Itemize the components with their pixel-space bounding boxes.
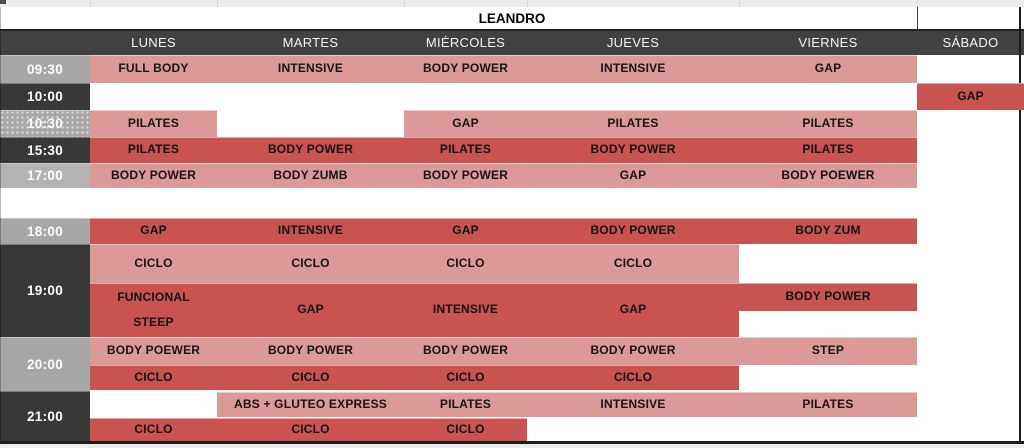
class-cell-1530-martes: BODY POWER [217, 137, 404, 163]
class-cell-1700-martes: BODY ZUMB [217, 163, 404, 188]
class-cell-1900a-jueves: CICLO [527, 244, 739, 283]
class-cell-1030-jueves: PILATES [527, 110, 739, 137]
class-cell-2000b-lunes: CICLO [90, 365, 217, 390]
class-cell-1700-miercoles: BODY POWER [404, 163, 527, 188]
gridline [917, 0, 918, 7]
class-cell-1800-lunes: GAP [90, 218, 217, 244]
time-label-1900: 19:00 [0, 244, 90, 337]
class-cell-1700-lunes: BODY POWER [90, 163, 217, 188]
class-cell-1700-viernes: BODY POEWER [739, 163, 917, 188]
class-cell-1900b-martes: GAP [217, 283, 404, 337]
time-label-2000: 20:00 [0, 337, 90, 391]
class-cell-0930-lunes: FULL BODY [90, 55, 217, 83]
day-header-lunes: LUNES [131, 34, 176, 50]
spreadsheet-top-strip [0, 0, 1024, 7]
class-cell-label: FUNCIONAL STEEP [117, 290, 190, 329]
class-cell-1900b-miercoles: INTENSIVE [404, 283, 527, 337]
class-cell-1800-miercoles: GAP [404, 218, 527, 244]
time-label-1000: 10:00 [0, 83, 90, 110]
class-cell-1800-jueves: BODY POWER [527, 218, 739, 244]
class-cell-1800-martes: INTENSIVE [217, 218, 404, 244]
class-cell-1900a-lunes: CICLO [90, 244, 217, 283]
class-cell-0930-miercoles: BODY POWER [404, 55, 527, 83]
class-cell-2000a-jueves: BODY POWER [527, 337, 739, 365]
class-cell-0930-martes: INTENSIVE [217, 55, 404, 83]
class-cell-2000a-viernes: STEP [739, 337, 917, 365]
class-cell-1900a-miercoles: CICLO [404, 244, 527, 283]
time-label-0930: 09:30 [0, 55, 90, 83]
class-cell-1000-sabado: GAP [917, 83, 1024, 110]
class-cell-1530-jueves: BODY POWER [527, 137, 739, 163]
class-cell-1900b-jueves: GAP [527, 283, 739, 337]
class-cell-1530-viernes: PILATES [739, 137, 917, 163]
class-cell-1530-miercoles: PILATES [404, 137, 527, 163]
day-header-miercoles: MIÉRCOLES [425, 34, 506, 50]
class-cell-2000b-miercoles: CICLO [404, 365, 527, 390]
page-title: LEANDRO [478, 10, 546, 26]
class-cell-0930-jueves: INTENSIVE [527, 55, 739, 83]
day-header-martes: MARTES [282, 34, 339, 50]
class-cell-1030-miercoles: GAP [404, 110, 527, 137]
class-cell-2100b-martes: CICLO [217, 418, 404, 441]
day-header-viernes: VIERNES [798, 34, 858, 50]
class-cell-2100b-miercoles: CICLO [404, 418, 527, 441]
day-header-sabado: SÁBADO [942, 34, 999, 50]
class-cell-2100a-martes: ABS + GLUTEO EXPRESS [217, 392, 404, 417]
class-cell-1900b-lunes [90, 283, 217, 337]
gridline [527, 0, 528, 7]
class-cell-1030-lunes: PILATES [90, 110, 217, 137]
title-cell-divider [917, 7, 918, 29]
class-cell-2000b-jueves: CICLO [527, 365, 739, 390]
gridline [90, 0, 91, 7]
time-label-1800: 18:00 [0, 218, 90, 244]
class-cell-1800-viernes: BODY ZUM [739, 218, 917, 244]
class-cell-1900a-martes: CICLO [217, 244, 404, 283]
corner-artifact [0, 0, 6, 4]
time-label-2100: 21:00 [0, 391, 90, 441]
class-cell-2100a-miercoles: PILATES [404, 392, 527, 417]
table-left-border [0, 7, 1, 441]
gridline [217, 0, 218, 7]
spreadsheet-bottom-strip [0, 444, 1024, 448]
class-cell-2000b-martes: CICLO [217, 365, 404, 390]
gridline [404, 0, 405, 7]
day-header-jueves: JUEVES [606, 34, 660, 50]
time-label-1530: 15:30 [0, 137, 90, 163]
time-label-1700: 17:00 [0, 163, 90, 188]
class-cell-1700-jueves: GAP [527, 163, 739, 188]
class-cell-1530-lunes: PILATES [90, 137, 217, 163]
class-cell-2100a-viernes: PILATES [739, 392, 917, 417]
class-cell-2000a-miercoles: BODY POWER [404, 337, 527, 365]
class-cell-2100b-lunes: CICLO [90, 418, 217, 441]
class-cell-1900b-viernes: BODY POWER [739, 283, 917, 311]
class-cell-2000a-lunes: BODY POEWER [90, 337, 217, 365]
table-right-border [1019, 7, 1021, 441]
class-cell-1030-viernes: PILATES [739, 110, 917, 137]
class-cell-0930-viernes: GAP [739, 55, 917, 83]
class-cell-2000a-martes: BODY POWER [217, 337, 404, 365]
gridline [739, 0, 740, 7]
time-label-1030: 10:30 [0, 110, 90, 137]
class-cell-2100a-jueves: INTENSIVE [527, 392, 739, 417]
table-bottom-border [0, 441, 1024, 444]
